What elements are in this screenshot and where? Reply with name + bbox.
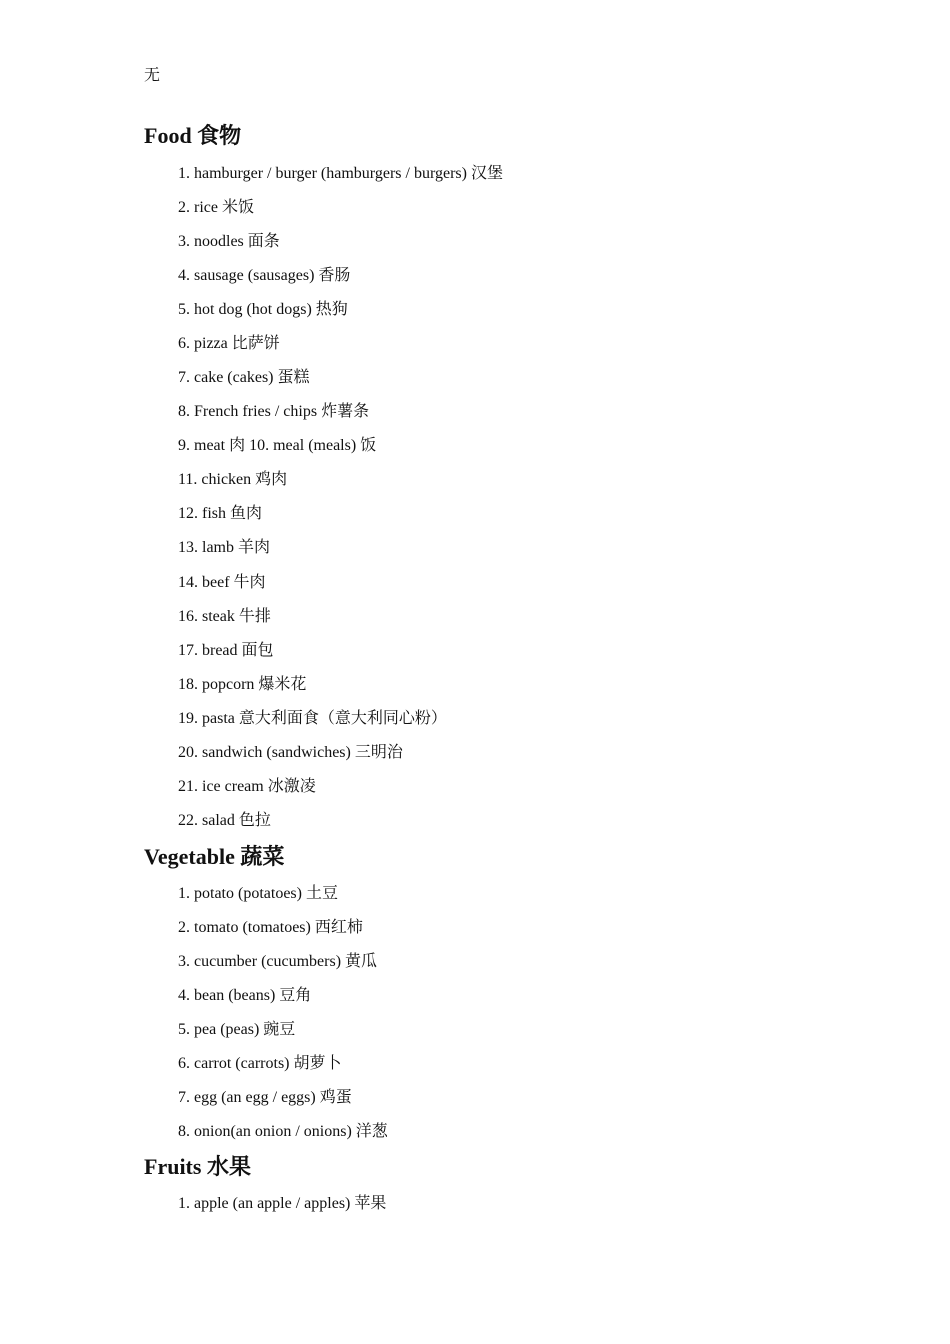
list-item: 12. fish 鱼肉 [178,505,263,522]
list-item: 11. chicken 鸡肉 [178,471,288,488]
list-item: 7. cake (cakes) 蛋糕 [178,369,310,386]
list-item: 2. tomato (tomatoes) 西红柿 [178,919,363,936]
list-item: 7. egg (an egg / eggs) 鸡蛋 [178,1089,352,1106]
list-item: 8. onion(an onion / onions) 洋葱 [178,1123,388,1140]
list-item: 14. beef 牛肉 [178,574,266,591]
list-item: 5. hot dog (hot dogs) 热狗 [178,301,348,318]
list-item: 6. pizza 比萨饼 [178,335,280,352]
list-item: 20. sandwich (sandwiches) 三明治 [178,744,403,761]
list-item: 18. popcorn 爆米花 [178,676,307,693]
list-item: 1. hamburger / burger (hamburgers / burgers) 汉堡 [178,165,503,182]
list-item: 5. pea (peas) 豌豆 [178,1021,296,1038]
list-item: 9. meat 肉 10. meal (meals) 饭 [178,437,377,454]
list-item: 1. potato (potatoes) 土豆 [178,885,338,902]
list-item: 4. bean (beans) 豆角 [178,987,312,1004]
list-item: 17. bread 面包 [178,642,274,659]
list-item: 19. pasta 意大利面食（意大利同心粉） [178,710,447,727]
list-item: 6. carrot (carrots) 胡萝卜 [178,1055,342,1072]
list-item: 3. cucumber (cucumbers) 黄瓜 [178,953,378,970]
list-item: 4. sausage (sausages) 香肠 [178,267,351,284]
list-item: 21. ice cream 冰激凌 [178,778,316,795]
section-heading-food: Food 食物 [144,123,242,148]
list-item: 2. rice 米饭 [178,199,254,216]
list-item: 22. salad 色拉 [178,812,271,829]
list-item: 13. lamb 羊肉 [178,539,270,556]
top-note: 无 [144,67,161,84]
section-heading-vegetable: Vegetable 蔬菜 [144,844,285,869]
list-item: 3. noodles 面条 [178,233,280,250]
list-item: 8. French fries / chips 炸薯条 [178,403,370,420]
list-item: 1. apple (an apple / apples) 苹果 [178,1195,387,1212]
section-heading-fruits: Fruits 水果 [144,1154,251,1179]
list-item: 16. steak 牛排 [178,608,271,625]
